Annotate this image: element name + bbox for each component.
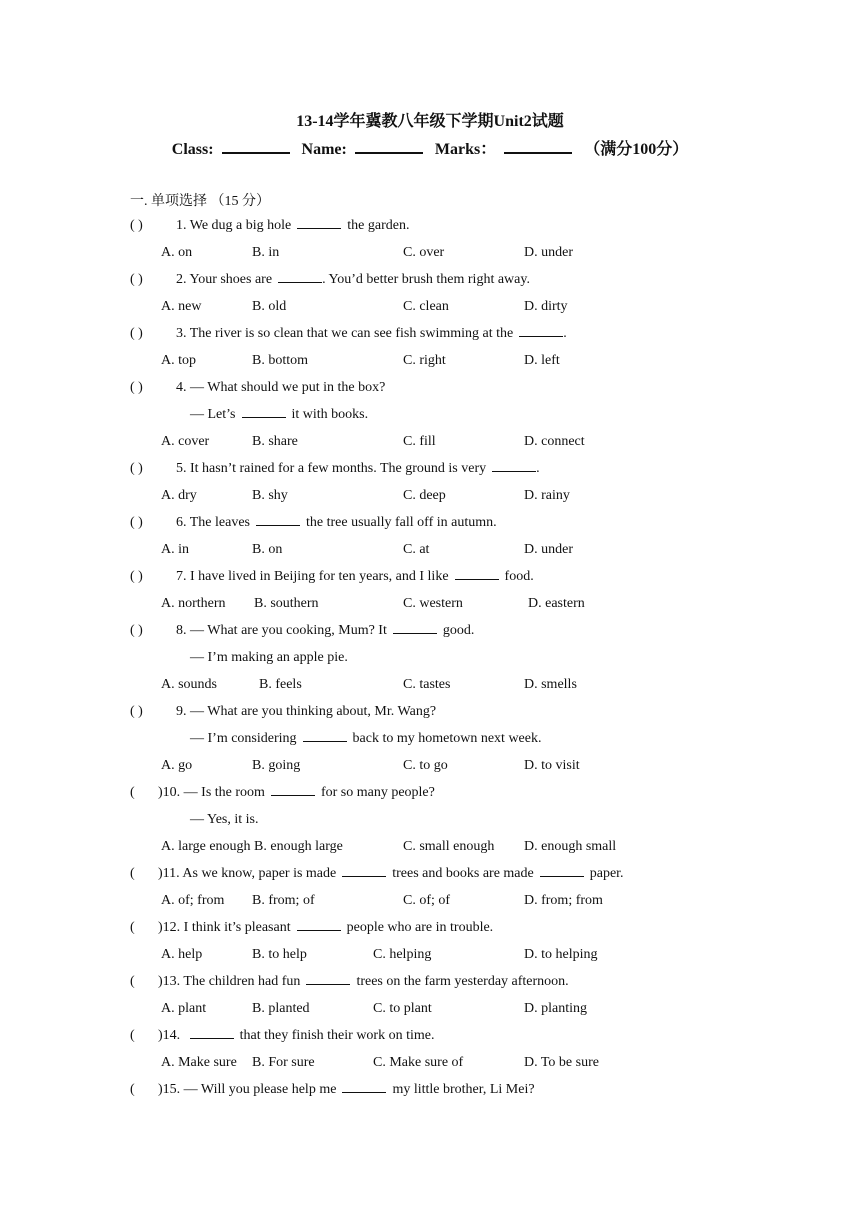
option-b: B. shy: [252, 488, 288, 503]
question-2: [130, 270, 530, 290]
question-text: I think it’s pleasant: [183, 920, 291, 935]
answer-paren-open[interactable]: (: [130, 866, 135, 881]
option-d: D. to helping: [524, 947, 598, 962]
option-a-b: A. large enough B. enough large: [161, 839, 343, 854]
option-c: C. helping: [373, 947, 432, 962]
question-text: As we know, paper is made: [182, 866, 337, 881]
option-c: C. right: [403, 353, 446, 368]
option-c: C. Make sure of: [373, 1055, 464, 1070]
option-b: B. For sure: [252, 1055, 315, 1070]
option-c: C. to plant: [373, 1001, 432, 1016]
question-7: [130, 567, 534, 587]
option-a: A. plant: [161, 1001, 207, 1016]
page-title: 13-14学年冀教八年级下学期Unit2试题: [296, 113, 564, 130]
question-number: )11.: [158, 866, 180, 881]
option-b: B. in: [252, 245, 280, 260]
question-number: 2.: [176, 272, 187, 287]
answer-paren[interactable]: ( ): [130, 623, 143, 638]
option-b: B. planted: [252, 1001, 310, 1016]
option-c: C. clean: [403, 299, 449, 314]
marks-blank[interactable]: [504, 138, 572, 154]
question-number: )14.: [158, 1028, 181, 1043]
option-d: D. left: [524, 353, 560, 368]
question-number: 5.: [176, 461, 187, 476]
option-a: A. of; from: [161, 893, 225, 908]
question-text: .: [563, 326, 567, 341]
answer-blank: [540, 864, 584, 877]
answer-paren-open[interactable]: (: [130, 1028, 135, 1043]
answer-blank: [492, 459, 536, 472]
answer-blank: [306, 972, 350, 985]
option-c: C. of; of: [403, 893, 451, 908]
option-c: C. deep: [403, 488, 446, 503]
option-c: C. western: [403, 596, 463, 611]
answer-paren-open[interactable]: (: [130, 1082, 135, 1097]
answer-blank: [278, 270, 322, 283]
question-9-reply: [190, 729, 541, 749]
option-c: C. over: [403, 245, 445, 260]
question-text: We dug a big hole: [189, 218, 292, 233]
option-b: B. feels: [259, 677, 302, 692]
name-blank[interactable]: [355, 138, 423, 154]
option-d: D. To be sure: [524, 1055, 599, 1070]
question-text: paper.: [589, 866, 624, 881]
answer-blank: [256, 513, 300, 526]
question-11: [130, 864, 624, 884]
option-d: D. planting: [524, 1001, 587, 1016]
question-text: — Will you please help me: [183, 1082, 337, 1097]
option-d: D. enough small: [524, 839, 617, 854]
option-a: A. in: [161, 542, 189, 557]
student-info-line: [0, 136, 860, 159]
question-10-reply: — Yes, it is.: [190, 812, 259, 827]
option-d: D. dirty: [524, 299, 568, 314]
option-d: D. under: [524, 542, 573, 557]
question-number: 8.: [176, 623, 187, 638]
question-10: [130, 783, 435, 803]
option-b: B. from; of: [252, 893, 315, 908]
option-a: A. northern: [161, 596, 226, 611]
option-c: C. tastes: [403, 677, 451, 692]
question-text: — What are you cooking, Mum? It: [190, 623, 387, 638]
question-14: [130, 1026, 434, 1046]
option-b: B. southern: [254, 596, 319, 611]
question-number: 4.: [176, 380, 187, 395]
answer-blank: [297, 918, 341, 931]
question-text: . You’d better brush them right away.: [322, 272, 530, 287]
option-b: B. on: [252, 542, 283, 557]
full-marks-note: （满分100分）: [584, 141, 689, 158]
question-12: [130, 918, 493, 938]
question-text: The river is so clean that we can see fish swimming at the: [189, 326, 514, 341]
question-9: [130, 702, 436, 722]
option-b: B. bottom: [252, 353, 309, 368]
question-15: [130, 1080, 535, 1100]
answer-blank: [519, 324, 563, 337]
option-c: C. fill: [403, 434, 436, 449]
option-d: D. under: [524, 245, 573, 260]
option-c: C. small enough: [403, 839, 495, 854]
question-8-reply: — I’m making an apple pie.: [190, 650, 348, 665]
question-number: 7.: [176, 569, 187, 584]
question-text: food.: [504, 569, 534, 584]
option-d: D. to visit: [524, 758, 580, 773]
question-3: [130, 324, 567, 344]
option-a: A. go: [161, 758, 193, 773]
question-text: Your shoes are: [189, 272, 273, 287]
question-number: )13.: [158, 974, 181, 989]
option-b: B. going: [252, 758, 301, 773]
question-text: The children had fun: [183, 974, 301, 989]
question-number: )15.: [158, 1082, 181, 1097]
question-text: .: [536, 461, 540, 476]
question-4: [130, 378, 385, 398]
answer-blank: [242, 405, 286, 418]
class-label: Class:: [171, 141, 214, 158]
question-text: The leaves: [189, 515, 250, 530]
option-d: D. smells: [524, 677, 577, 692]
answer-paren[interactable]: ( ): [130, 218, 143, 233]
answer-paren-open[interactable]: (: [130, 920, 135, 935]
name-label: Name:: [301, 141, 347, 158]
question-number: )12.: [158, 920, 181, 935]
question-1: [130, 216, 409, 236]
answer-paren[interactable]: ( ): [130, 326, 143, 341]
question-6: [130, 513, 497, 533]
option-a: A. cover: [161, 434, 210, 449]
question-5: [130, 459, 540, 479]
question-text: — What are you thinking about, Mr. Wang?: [190, 704, 437, 719]
option-a: A. dry: [161, 488, 197, 503]
option-a: A. top: [161, 353, 196, 368]
question-number: 1.: [176, 218, 187, 233]
answer-blank: [297, 216, 341, 229]
question-number: )10.: [158, 785, 181, 800]
question-text: trees and books are made: [392, 866, 534, 881]
answer-blank: [271, 783, 315, 796]
question-text: — Is the room: [183, 785, 265, 800]
question-number: 6.: [176, 515, 187, 530]
answer-paren[interactable]: ( ): [130, 380, 143, 395]
question-text: for so many people?: [320, 785, 435, 800]
option-a: A. Make sure: [161, 1055, 237, 1070]
option-c: C. at: [403, 542, 430, 557]
question-text: — What should we put in the box?: [190, 380, 386, 395]
answer-paren[interactable]: ( ): [130, 515, 143, 530]
question-13: [130, 972, 569, 992]
class-blank[interactable]: [222, 138, 290, 154]
question-text: trees on the farm yesterday afternoon.: [356, 974, 569, 989]
question-number: 3.: [176, 326, 187, 341]
answer-paren[interactable]: ( ): [130, 461, 143, 476]
question-text: the tree usually fall off in autumn.: [306, 515, 497, 530]
marks-label: Marks：: [434, 141, 497, 158]
question-text: — I’m considering: [190, 731, 297, 746]
question-text: — Let’s: [190, 407, 236, 422]
answer-blank: [455, 567, 499, 580]
answer-paren-open[interactable]: (: [130, 785, 135, 800]
answer-blank: [190, 1026, 234, 1039]
answer-paren[interactable]: ( ): [130, 272, 143, 287]
question-8: [130, 621, 474, 641]
question-text: my little brother, Li Mei?: [392, 1082, 535, 1097]
option-b: B. old: [252, 299, 287, 314]
question-4-reply: [190, 405, 368, 425]
option-d: D. eastern: [528, 596, 585, 611]
section-heading: 一. 单项选择 （15 分）: [130, 194, 270, 209]
answer-blank: [342, 864, 386, 877]
question-text: it with books.: [291, 407, 369, 422]
answer-paren[interactable]: ( ): [130, 704, 143, 719]
option-d: D. from; from: [524, 893, 603, 908]
answer-paren-open[interactable]: (: [130, 974, 135, 989]
option-c: C. to go: [403, 758, 448, 773]
question-text: I have lived in Beijing for ten years, and I like: [190, 569, 449, 584]
question-number: 9.: [176, 704, 187, 719]
option-a: A. help: [161, 947, 203, 962]
option-d: D. rainy: [524, 488, 570, 503]
option-a: A. on: [161, 245, 193, 260]
question-text: It hasn’t rained for a few months. The ground is very: [190, 461, 487, 476]
question-text: that they finish their work on time.: [239, 1028, 435, 1043]
answer-blank: [303, 729, 347, 742]
question-text: people who are in trouble.: [346, 920, 494, 935]
answer-blank: [342, 1080, 386, 1093]
question-text: back to my hometown next week.: [352, 731, 542, 746]
question-text: the garden.: [347, 218, 410, 233]
option-a: A. new: [161, 299, 202, 314]
answer-blank: [393, 621, 437, 634]
option-d: D. connect: [524, 434, 585, 449]
option-b: B. to help: [252, 947, 307, 962]
answer-paren[interactable]: ( ): [130, 569, 143, 584]
question-text: good.: [442, 623, 475, 638]
option-b: B. share: [252, 434, 298, 449]
option-a: A. sounds: [161, 677, 218, 692]
